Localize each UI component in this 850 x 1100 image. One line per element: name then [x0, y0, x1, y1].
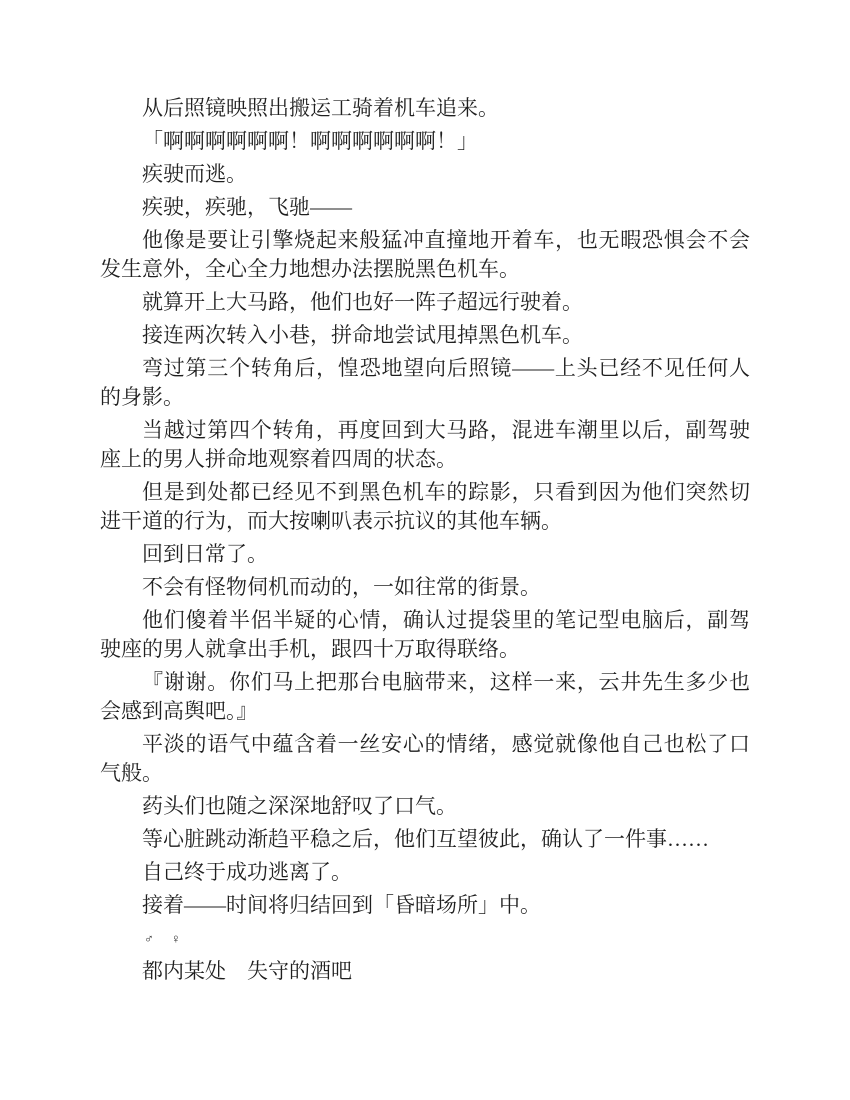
paragraph: 「啊啊啊啊啊啊！啊啊啊啊啊啊！」 — [142, 129, 478, 153]
paragraph: 疾驶，疾驰，飞驰—— — [142, 195, 352, 219]
scene-divider: ♂ ♀ — [144, 931, 188, 946]
paragraph: 自己终于成功逃离了。 — [142, 860, 352, 884]
paragraph: 但是到处都已经见不到黑色机车的踪影，只看到因为他们突然切进干道的行为，而大按喇叭表示抗议的其他车辆。 — [100, 480, 750, 533]
paragraph: 不会有怪物伺机而动的，一如往常的街景。 — [142, 575, 541, 599]
novel-text-block — [100, 94, 750, 986]
paragraph: 就算开上大马路，他们也好一阵子超远行驶着。 — [142, 290, 583, 314]
paragraph: 回到日常了。 — [142, 542, 268, 566]
location-heading: 都内某处 失守的酒吧 — [142, 959, 352, 983]
paragraph: 平淡的语气中蕴含着一丝安心的情绪，感觉就像他自己也松了口气般。 — [100, 732, 750, 785]
paragraph: 他们傻着半侶半疑的心情，确认过提袋里的笔记型电脑后，副驾驶座的男人就拿出手机，跟四十万取得联络。 — [100, 608, 750, 661]
paragraph: 当越过第四个转角，再度回到大马路，混进车潮里以后，副驾驶座上的男人拼命地观察着四周的状态。 — [100, 418, 750, 471]
paragraph: 接着——时间将归结回到「昏暗场所」中。 — [142, 893, 541, 917]
paragraph: 疾驶而逃。 — [142, 162, 247, 186]
paragraph: 从后照镜映照出搬运工骑着机车追来。 — [142, 96, 499, 120]
paragraph: 等心脏跳动渐趋平稳之后，他们互望彼此，确认了一件事…… — [142, 827, 709, 851]
paragraph: 『谢谢。你们马上把那台电脑带来，这样一来，云井先生多少也会感到高舆吧。』 — [100, 670, 750, 723]
paragraph: 药头们也随之深深地舒叹了口气。 — [142, 794, 457, 818]
paragraph: 接连两次转入小巷，拼命地尝试甩掉黑色机车。 — [142, 323, 583, 347]
paragraph: 他像是要让引擎烧起来般猛冲直撞地开着车，也无暇恐惧会不会发生意外，全心全力地想办法摆脱黑色机车。 — [100, 228, 750, 281]
paragraph: 弯过第三个转角后，惶恐地望向后照镜——上头已经不见任何人的身影。 — [100, 356, 750, 409]
